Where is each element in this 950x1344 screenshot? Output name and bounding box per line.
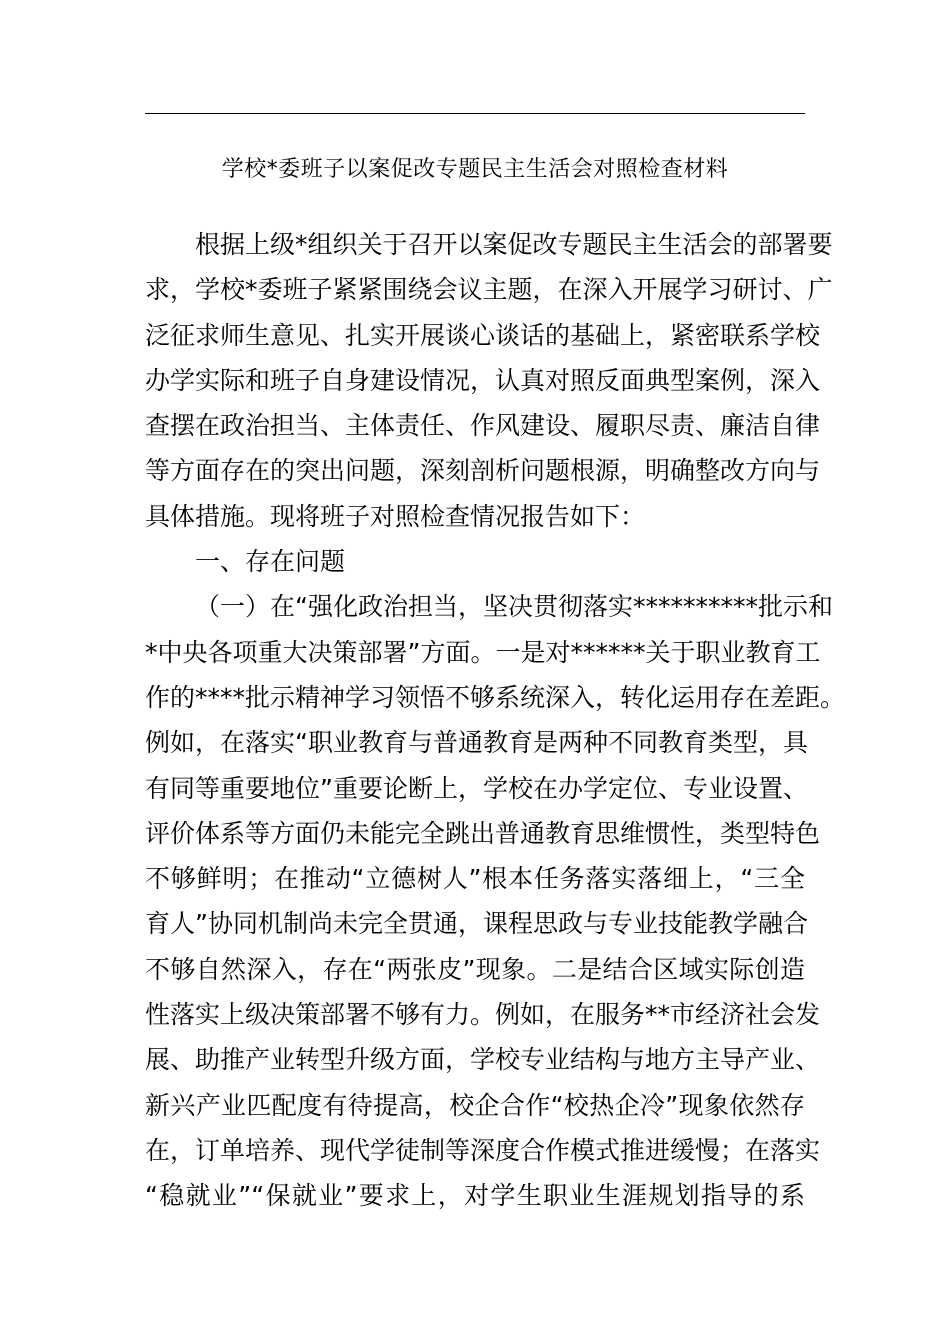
paragraph-line: 不够自然深入，存在“两张皮”现象。二是结合区域实际创造	[145, 954, 805, 984]
section-heading: 一、存在问题	[195, 547, 346, 577]
header-rule	[145, 113, 805, 114]
paragraph-line: 有同等重要地位”重要论断上，学校在办学定位、专业设置、	[145, 773, 808, 803]
paragraph-line: 根据上级*组织关于召开以案促改专题民主生活会的部署要	[195, 230, 833, 259]
paragraph-line: 泛征求师生意见、扎实开展谈心谈话的基础上，紧密联系学校	[145, 320, 821, 350]
paragraph-line: 育人”协同机制尚未完全贯通，课程思政与专业技能教学融合	[145, 909, 808, 939]
paragraph-line: 求，学校*委班子紧紧围绕会议主题，在深入开展学习研讨、广	[145, 275, 833, 305]
paragraph-line: 评价体系等方面仍未能完全跳出普通教育思维惯性，类型特色	[145, 818, 821, 848]
paragraph-line: 在，订单培养、现代学徒制等深度合作模式推进缓慢；在落实	[145, 1135, 821, 1165]
document-body	[145, 222, 846, 1219]
paragraph-line: 新兴产业匹配度有待提高，校企合作“校热企冷”现象依然存	[145, 1090, 805, 1120]
paragraph-line: 具体措施。现将班子对照检查情况报告如下：	[145, 501, 646, 531]
paragraph-line: 不够鲜明；在推动“立德树人”根本任务落实落细上，“三全	[145, 864, 805, 894]
paragraph-line: 展、助推产业转型升级方面，学校专业结构与地方主导产业、	[145, 1045, 821, 1075]
paragraph-line: 办学实际和班子自身建设情况，认真对照反面典型案例，深入	[145, 365, 821, 395]
paragraph-line: 查摆在政治担当、主体责任、作风建设、履职尽责、廉洁自律	[145, 411, 821, 441]
document-title: 学校*委班子以案促改专题民主生活会对照检查材料	[221, 157, 729, 182]
paragraph-line: 作的****批示精神学习领悟不够系统深入，转化运用存在差距。	[145, 682, 846, 712]
paragraph-line: “稳就业”“保就业”要求上，对学生职业生涯规划指导的系	[145, 1181, 805, 1211]
paragraph-line: *中央各项重大决策部署”方面。一是对******关于职业教育工	[145, 637, 821, 667]
paragraph-line: 等方面存在的突出问题，深刻剖析问题根源，明确整改方向与	[145, 456, 821, 486]
paragraph-line: 性落实上级决策部署不够有力。例如，在服务**市经济社会发	[145, 1000, 821, 1030]
paragraph-line: （一）在“强化政治担当，坚决贯彻落实**********批示和	[195, 592, 833, 622]
paragraph-line: 例如，在落实“职业教育与普通教育是两种不同教育类型，具	[145, 728, 808, 758]
